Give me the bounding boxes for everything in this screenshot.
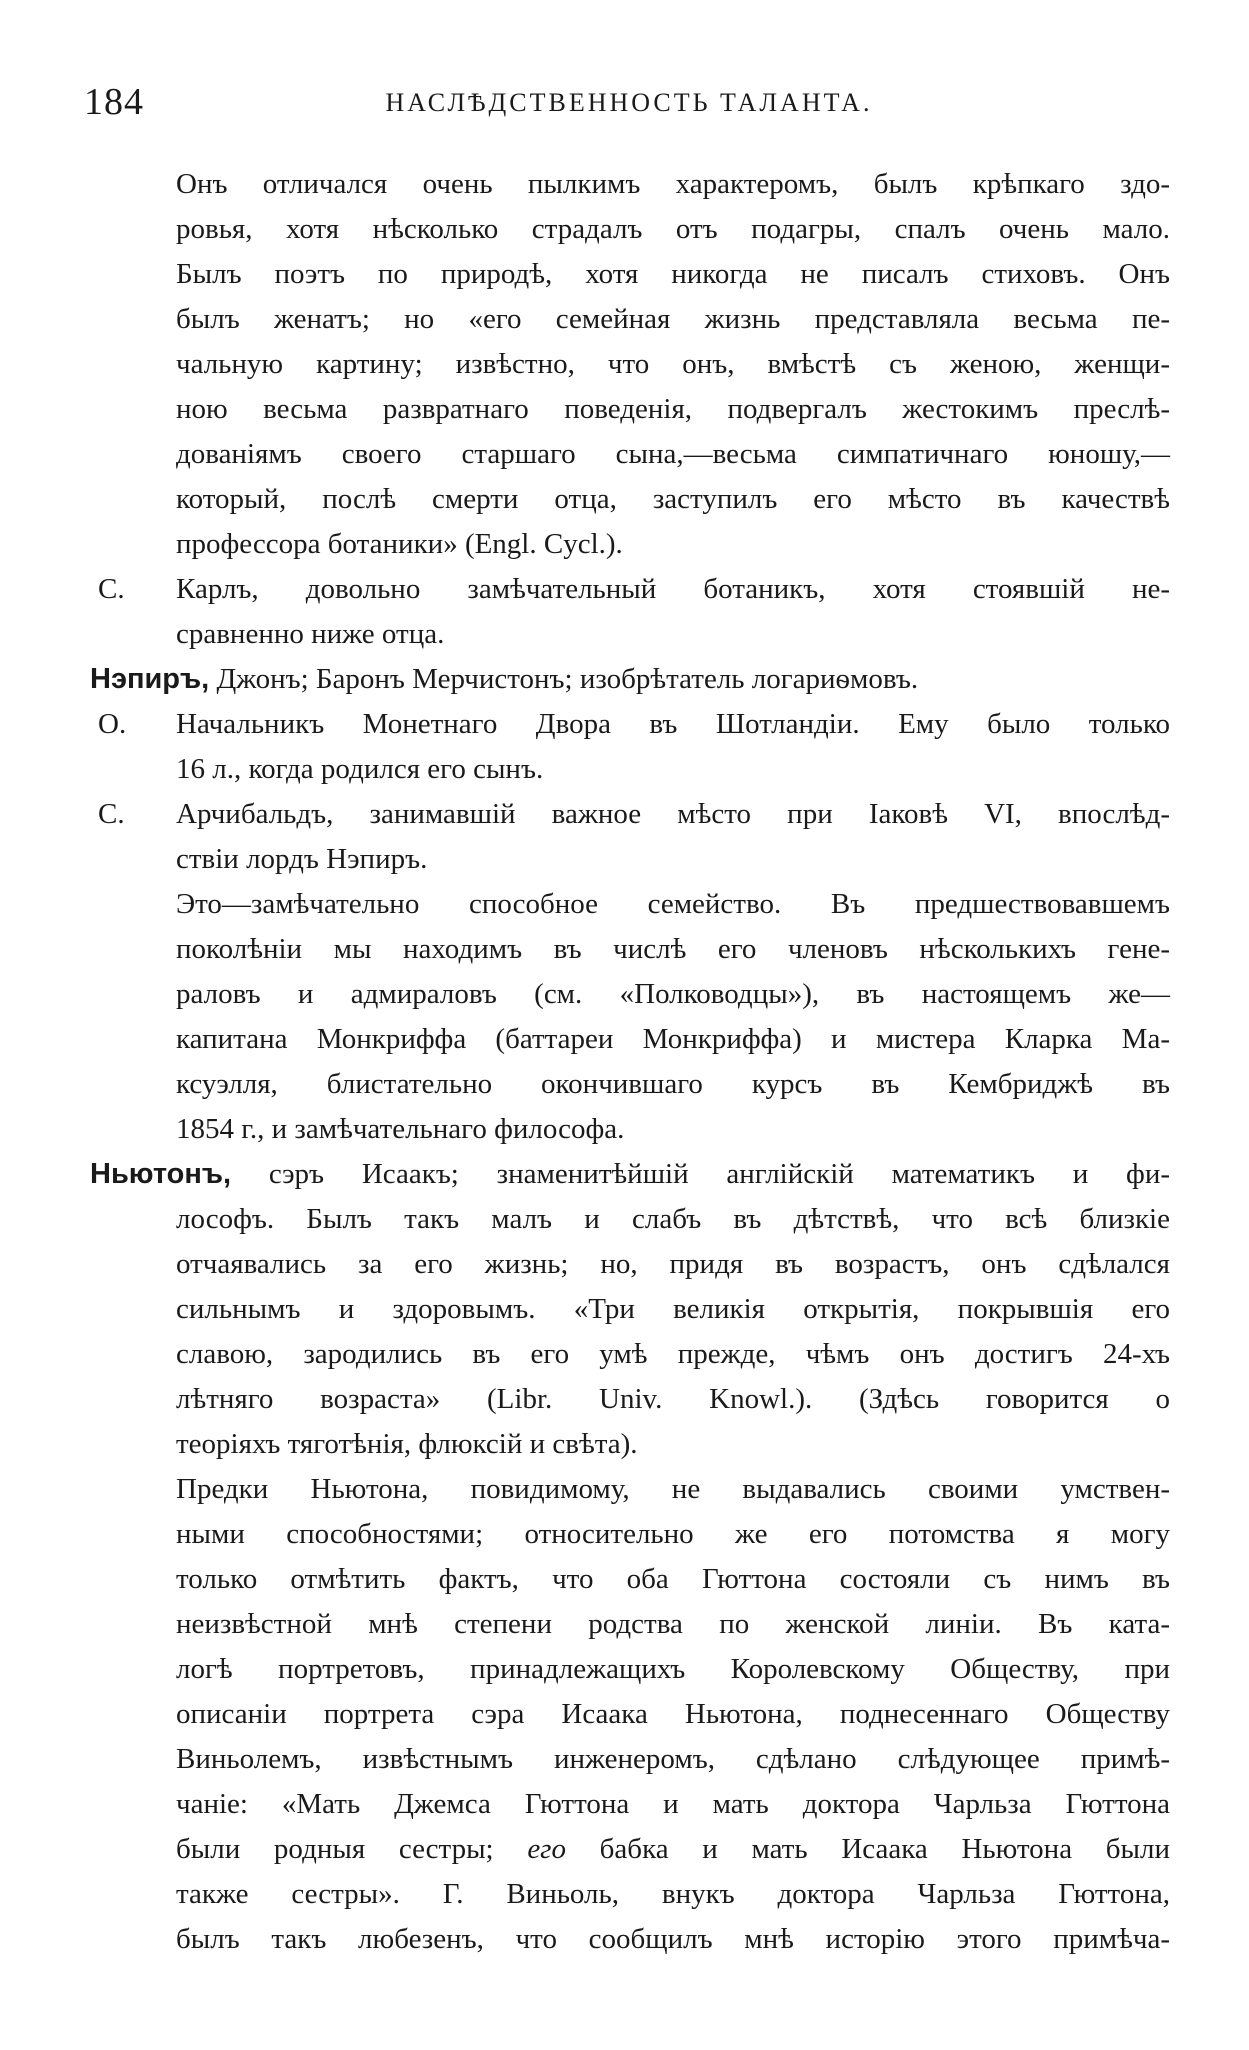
relation-label: О. <box>98 708 127 740</box>
text-line: ровья, хотя нѣсколько страдалъ отъ подагры, спалъ очень мало. <box>176 213 1170 245</box>
text-line: чаніе: «Мать Джемса Гюттона и мать доктора Чарльза Гюттона <box>176 1788 1170 1820</box>
text-line: 1854 г., и замѣчательнаго философа. <box>176 1113 625 1145</box>
entry-name: Нэпиръ, <box>90 663 210 695</box>
text-line: отчаявались за его жизнь; но, придя въ возрастъ, онъ сдѣлался <box>176 1248 1170 1280</box>
text-line: Арчибальдъ, занимавшій важное мѣсто при Іаковѣ VI, впослѣд- <box>176 798 1170 830</box>
text-line: поколѣніи мы находимъ въ числѣ его членовъ нѣсколькихъ гене- <box>176 933 1170 965</box>
text-line: лософъ. Былъ такъ малъ и слабъ въ дѣтствѣ, что всѣ близкіе <box>176 1203 1170 1235</box>
paragraph-newton-ancestry <box>90 1467 1170 1962</box>
page-body <box>90 162 1170 1962</box>
entry-name: Ньютонъ, <box>90 1158 232 1190</box>
text-line: дованіямъ своего старшаго сына,—весьма симпатичнаго юношу,— <box>176 438 1170 470</box>
text-line: 16 л., когда родился его сынъ. <box>176 753 544 785</box>
text-line: ною весьма развратнаго поведенія, подвергалъ жестокимъ преслѣ- <box>176 393 1170 425</box>
text-run: были родныя сестры; <box>176 1833 528 1865</box>
running-title: НАСЛѢДСТВЕННОСТЬ ТАЛАНТА. <box>385 88 873 117</box>
entry-napier-son <box>90 792 1170 882</box>
entry-heading-line <box>90 657 1170 702</box>
text-line: Это—замѣчательно способное семейство. Въ предшествовавшемъ <box>176 888 1170 920</box>
text-line: профессора ботаники» (Engl. Cycl.). <box>176 528 623 560</box>
text-line: неизвѣстной мнѣ степени родства по женской линіи. Въ ката- <box>176 1608 1170 1640</box>
page-number: 184 <box>84 81 144 123</box>
text-line: также сестры». Г. Виньоль, внукъ доктора Чарльза Гюттона, <box>176 1878 1170 1910</box>
text-line: капитана Монкриффа (баттареи Монкриффа) и мистера Кларка Ма- <box>176 1023 1170 1055</box>
entry-napier <box>90 657 1170 702</box>
paragraph-father-description <box>90 162 1170 567</box>
text-line: Онъ отличался очень пылкимъ характеромъ, былъ крѣпкаго здо- <box>176 168 1170 200</box>
text-line: ными способностями; относительно же его потомства я могу <box>176 1518 1170 1550</box>
text-line: славою, зародились въ его умѣ прежде, чѣмъ онъ достигъ 24-хъ <box>176 1338 1170 1370</box>
text-line: раловъ и адмираловъ (см. «Полководцы»), въ настоящемъ же— <box>176 978 1170 1010</box>
text-line: Виньолемъ, извѣстнымъ инженеромъ, сдѣлано слѣдующее примѣ- <box>176 1743 1170 1775</box>
text-line: логѣ портретовъ, принадлежащихъ Королевскому Обществу, при <box>176 1653 1170 1685</box>
text-line: теоріяхъ тяготѣнія, флюксій и свѣта). <box>176 1428 638 1460</box>
text-line: сравненно ниже отца. <box>176 618 445 650</box>
text-line: ксуэлля, блистательно окончившаго курсъ въ Кембриджѣ въ <box>176 1068 1170 1100</box>
entry-newton <box>90 1152 1170 1467</box>
entry-description: сэръ Исаакъ; знаменитѣйшій англійскій математикъ и фи- <box>231 1158 1170 1190</box>
text-line: сильнымъ и здоровымъ. «Три великія открытія, покрывшія его <box>176 1293 1170 1325</box>
entry-heading-line <box>90 1152 1170 1197</box>
entry-son-karl <box>90 567 1170 657</box>
text-line: чальную картину; извѣстно, что онъ, вмѣстѣ съ женою, женщи- <box>176 348 1170 380</box>
text-line-with-italic <box>176 1827 1170 1872</box>
text-line: ствіи лордъ Нэпиръ. <box>176 843 428 875</box>
text-line: только отмѣтить фактъ, что оба Гюттона состояли съ нимъ въ <box>176 1563 1170 1595</box>
text-line: Предки Ньютона, повидимому, не выдавались своими умствен- <box>176 1473 1170 1505</box>
relation-label: С. <box>98 798 125 830</box>
text-line: Начальникъ Монетнаго Двора въ Шотландіи. Ему было только <box>176 708 1170 740</box>
text-line: описаніи портрета сэра Исаака Ньютона, поднесеннаго Обществу <box>176 1698 1170 1730</box>
text-line: Былъ поэтъ по природѣ, хотя никогда не писалъ стиховъ. Онъ <box>176 258 1170 290</box>
paragraph-napier-family <box>90 882 1170 1152</box>
text-line: былъ такъ любезенъ, что сообщилъ мнѣ исторію этого примѣча- <box>176 1923 1170 1955</box>
text-run: бабка и мать Исаака Ньютона были <box>566 1833 1170 1865</box>
italic-word: его <box>527 1833 566 1865</box>
text-line: былъ женатъ; но «его семейная жизнь представляла весьма пе- <box>176 303 1170 335</box>
text-line: который, послѣ смерти отца, заступилъ его мѣсто въ качествѣ <box>176 483 1170 515</box>
relation-label: С. <box>98 573 125 605</box>
entry-napier-father <box>90 702 1170 792</box>
entry-description: Джонъ; Баронъ Мерчистонъ; изобрѣтатель логариѳмовъ. <box>209 663 919 695</box>
text-line: лѣтняго возраста» (Libr. Univ. Knowl.). (Здѣсь говорится о <box>176 1383 1170 1415</box>
page-header <box>84 80 1174 130</box>
text-line: Карлъ, довольно замѣчательный ботаникъ, хотя стоявшій не- <box>176 573 1170 605</box>
